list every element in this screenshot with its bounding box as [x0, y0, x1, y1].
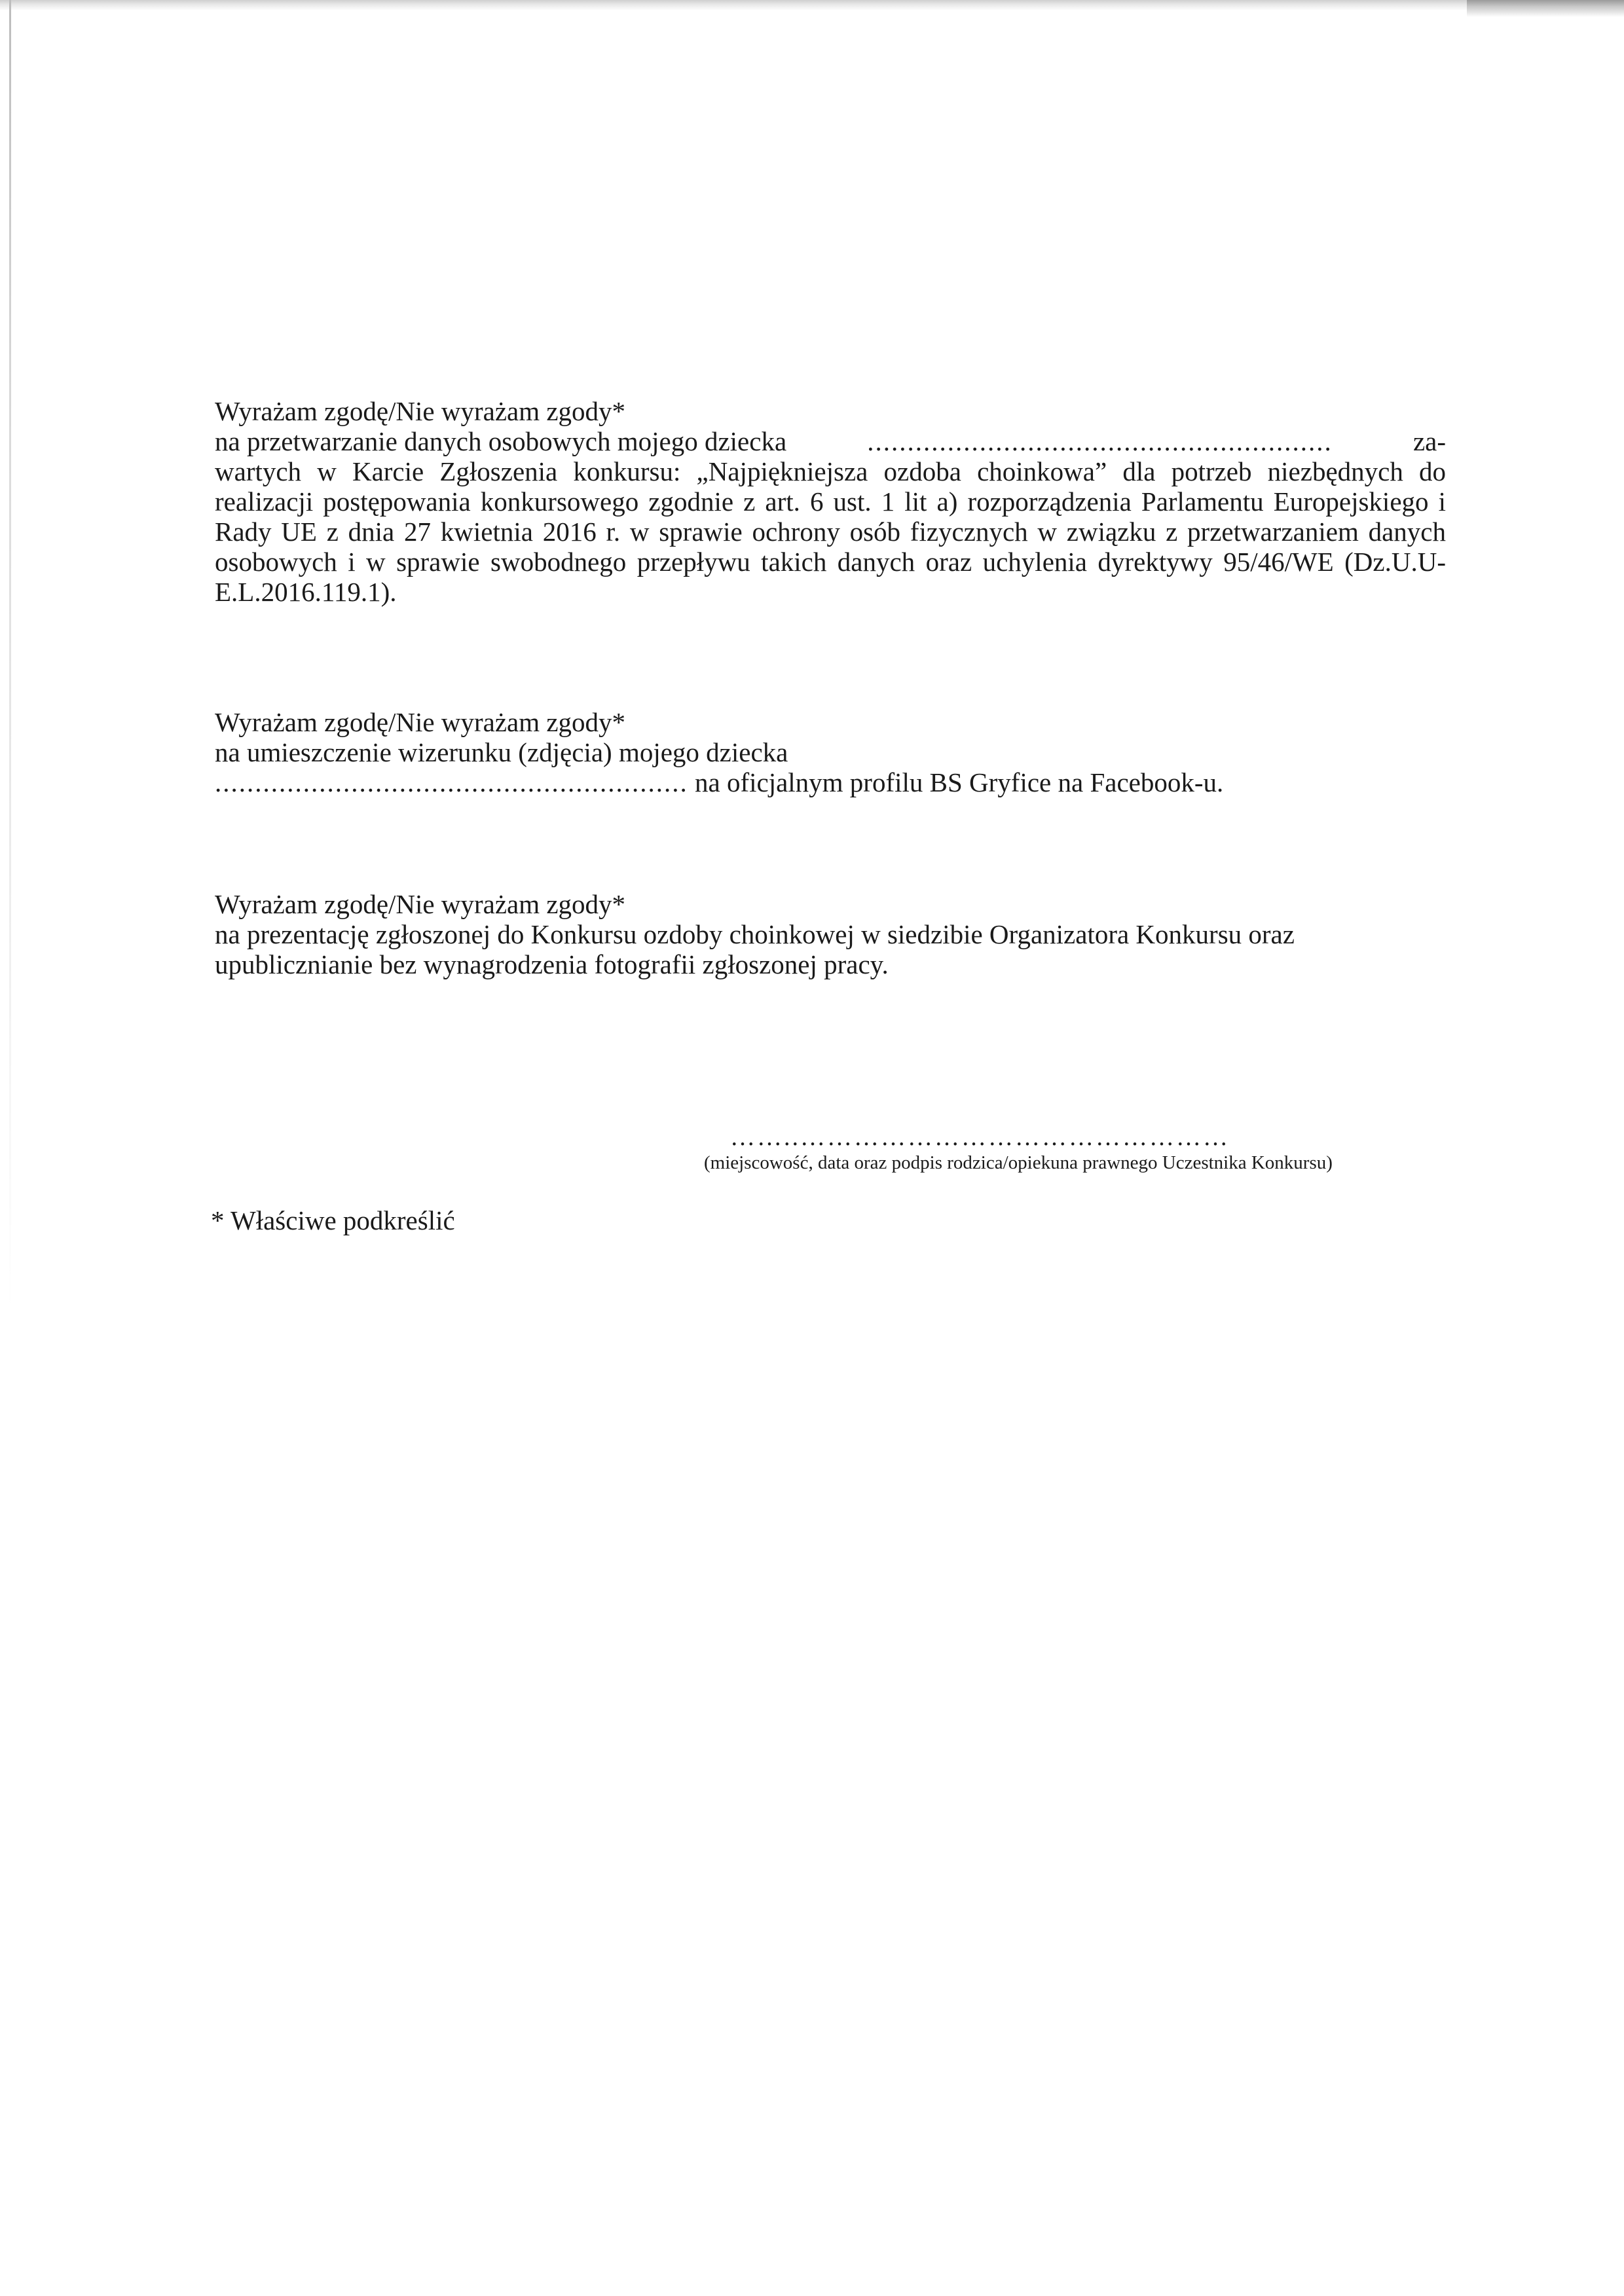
scan-right-edge	[1467, 0, 1624, 17]
consent-presentation	[215, 889, 1446, 979]
consent-line: upublicznianie bez wynagrodzenia fotografii zgłoszonej pracy.	[215, 949, 889, 979]
scan-left-edge	[9, 0, 11, 1309]
consent-heading: Wyrażam zgodę/Nie wyrażam zgody*	[215, 396, 626, 426]
consent-body: wartych w Karcie Zgłoszenia konkursu: „Najpiękniejsza ozdoba choinkowa” dla potrzeb niezbędnych do realizacji postępowania konkursowego zgodnie z art. 6 ust. 1 lit a) rozporządzenia Parlamentu Europejskiego i Rady UE z dnia 27 kwietnia 2016 r. w sprawie ochrony osób fizycznych w związku z przetwarzaniem danych osobowych i w sprawie swobodnego przepływu takich danych oraz uchylenia dyrektywy 95/46/WE (Dz.U.U-E.L.2016.119.1).	[215, 456, 1446, 607]
footnote: * Właściwe podkreślić	[211, 1205, 455, 1235]
consent-line-text: na przetwarzanie danych osobowych mojego dziecka	[215, 426, 787, 456]
fill-in-dots: ...........................................................	[215, 767, 688, 797]
consent-heading: Wyrażam zgodę/Nie wyrażam zgody*	[215, 707, 626, 737]
consent-line: na umieszczenie wizerunku (zdjęcia) mojego dziecka	[215, 737, 788, 767]
consent-line	[215, 767, 1446, 797]
consent-line-tail: za-	[1412, 426, 1446, 456]
fill-in-dots: ..........................................................	[867, 426, 1333, 456]
consent-line: na prezentację zgłoszonej do Konkursu ozdoby choinkowej w siedzibie Organizatora Konkursu oraz	[215, 919, 1295, 949]
consent-line	[215, 426, 1446, 456]
signature-caption: (miejscowość, data oraz podpis rodzica/opiekuna prawnego Uczestnika Konkursu)	[704, 1152, 1333, 1173]
consent-heading: Wyrażam zgodę/Nie wyrażam zgody*	[215, 889, 626, 919]
consent-line-tail: na oficjalnym profilu BS Gryfice na Facebook-u.	[695, 767, 1224, 797]
signature-line: ……..…………………………………………	[730, 1123, 1230, 1151]
scan-top-edge	[0, 0, 1624, 10]
consent-data-processing	[215, 396, 1446, 607]
consent-image-publication	[215, 707, 1446, 797]
